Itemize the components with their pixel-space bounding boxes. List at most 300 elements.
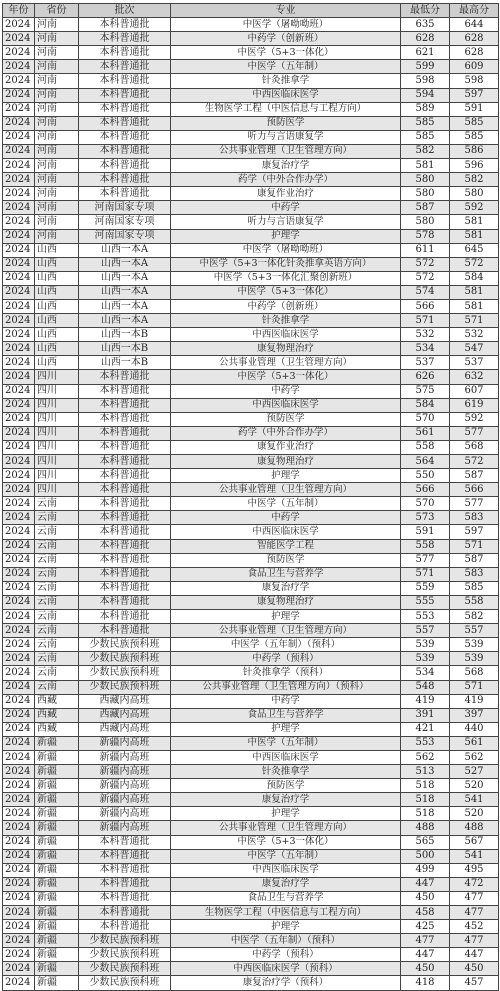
cell-province: 河南	[35, 74, 79, 88]
table-row	[3, 412, 499, 426]
cell-batch: 河南国家专项	[79, 215, 171, 229]
cell-province: 云南	[35, 666, 79, 680]
cell-province: 云南	[35, 610, 79, 624]
cell-year: 2024	[3, 159, 35, 173]
table-row	[3, 610, 499, 624]
table-row	[3, 215, 499, 229]
cell-max-score: 577	[450, 426, 499, 440]
cell-province: 云南	[35, 652, 79, 666]
cell-year: 2024	[3, 356, 35, 370]
cell-batch: 新疆内高班	[79, 793, 171, 807]
cell-major: 中药学（预科）	[171, 652, 401, 666]
cell-min-score: 518	[401, 779, 450, 793]
cell-major: 药学（中外合作办学）	[171, 426, 401, 440]
cell-min-score: 559	[401, 581, 450, 595]
cell-batch: 本科普通批	[79, 426, 171, 440]
cell-major: 预防医学	[171, 553, 401, 567]
cell-province: 云南	[35, 511, 79, 525]
table-row	[3, 173, 499, 187]
cell-year: 2024	[3, 455, 35, 469]
table-row	[3, 821, 499, 835]
cell-year: 2024	[3, 426, 35, 440]
cell-major: 中医学（五年制）（预科）	[171, 934, 401, 948]
cell-batch: 少数民族预科班	[79, 652, 171, 666]
table-row	[3, 271, 499, 285]
cell-min-score: 555	[401, 595, 450, 609]
table-row	[3, 722, 499, 736]
cell-province: 云南	[35, 497, 79, 511]
cell-min-score: 635	[401, 18, 450, 32]
cell-max-score: 597	[450, 88, 499, 102]
cell-min-score: 499	[401, 863, 450, 877]
cell-min-score: 581	[401, 159, 450, 173]
cell-max-score: 607	[450, 384, 499, 398]
cell-year: 2024	[3, 581, 35, 595]
cell-max-score: 582	[450, 610, 499, 624]
table-row	[3, 863, 499, 877]
cell-province: 四川	[35, 483, 79, 497]
cell-batch: 本科普通批	[79, 88, 171, 102]
cell-max-score: 587	[450, 469, 499, 483]
cell-max-score: 477	[450, 891, 499, 905]
cell-max-score: 488	[450, 821, 499, 835]
cell-province: 云南	[35, 567, 79, 581]
cell-province: 新疆	[35, 835, 79, 849]
cell-year: 2024	[3, 398, 35, 412]
cell-province: 新疆	[35, 906, 79, 920]
cell-province: 河南	[35, 187, 79, 201]
cell-min-score: 591	[401, 525, 450, 539]
cell-max-score: 644	[450, 18, 499, 32]
cell-province: 新疆	[35, 765, 79, 779]
cell-province: 河南	[35, 18, 79, 32]
cell-batch: 少数民族预科班	[79, 666, 171, 680]
cell-max-score: 583	[450, 567, 499, 581]
cell-year: 2024	[3, 863, 35, 877]
cell-batch: 本科普通批	[79, 483, 171, 497]
cell-province: 河南	[35, 60, 79, 74]
cell-year: 2024	[3, 553, 35, 567]
cell-min-score: 532	[401, 328, 450, 342]
table-row	[3, 920, 499, 934]
cell-min-score: 450	[401, 962, 450, 976]
cell-batch: 本科普通批	[79, 891, 171, 905]
cell-year: 2024	[3, 610, 35, 624]
table-row	[3, 708, 499, 722]
cell-min-score: 599	[401, 60, 450, 74]
cell-year: 2024	[3, 469, 35, 483]
cell-batch: 山西一本A	[79, 257, 171, 271]
table-row	[3, 525, 499, 539]
cell-year: 2024	[3, 102, 35, 116]
cell-batch: 山西一本A	[79, 271, 171, 285]
cell-min-score: 550	[401, 469, 450, 483]
cell-major: 中医学（5+3一体化汇聚创新班）	[171, 271, 401, 285]
cell-province: 四川	[35, 469, 79, 483]
cell-major: 康复作业治疗	[171, 187, 401, 201]
table-header-row	[3, 4, 499, 18]
header-batch: 批次	[79, 4, 171, 18]
cell-major: 中药学	[171, 201, 401, 215]
cell-year: 2024	[3, 229, 35, 243]
cell-major: 中药学（预科）	[171, 948, 401, 962]
cell-province: 新疆	[35, 863, 79, 877]
cell-major: 公共事业管理（卫生管理方向）	[171, 483, 401, 497]
cell-province: 云南	[35, 595, 79, 609]
cell-year: 2024	[3, 144, 35, 158]
table-row	[3, 342, 499, 356]
table-row	[3, 88, 499, 102]
table-row	[3, 962, 499, 976]
cell-major: 智能医学工程	[171, 539, 401, 553]
cell-min-score: 562	[401, 750, 450, 764]
cell-batch: 新疆内高班	[79, 736, 171, 750]
cell-batch: 本科普通批	[79, 412, 171, 426]
cell-province: 新疆	[35, 962, 79, 976]
cell-province: 云南	[35, 581, 79, 595]
cell-major: 护理学	[171, 229, 401, 243]
cell-batch: 新疆内高班	[79, 779, 171, 793]
cell-min-score: 419	[401, 694, 450, 708]
cell-major: 公共事业管理（卫生管理方向）	[171, 144, 401, 158]
cell-min-score: 572	[401, 271, 450, 285]
table-row	[3, 314, 499, 328]
cell-year: 2024	[3, 257, 35, 271]
cell-batch: 新疆内高班	[79, 821, 171, 835]
cell-year: 2024	[3, 962, 35, 976]
cell-major: 中药学	[171, 511, 401, 525]
table-row	[3, 74, 499, 88]
table-row	[3, 750, 499, 764]
cell-year: 2024	[3, 116, 35, 130]
table-row	[3, 539, 499, 553]
cell-year: 2024	[3, 835, 35, 849]
table-row	[3, 779, 499, 793]
cell-min-score: 421	[401, 722, 450, 736]
cell-year: 2024	[3, 285, 35, 299]
cell-batch: 山西一本A	[79, 243, 171, 257]
cell-min-score: 584	[401, 398, 450, 412]
cell-batch: 本科普通批	[79, 74, 171, 88]
cell-max-score: 419	[450, 694, 499, 708]
cell-min-score: 518	[401, 807, 450, 821]
table-row	[3, 229, 499, 243]
cell-max-score: 592	[450, 201, 499, 215]
cell-batch: 本科普通批	[79, 32, 171, 46]
cell-major: 中药学（创新班）	[171, 32, 401, 46]
cell-province: 山西	[35, 314, 79, 328]
table-row	[3, 328, 499, 342]
score-table-container	[2, 3, 498, 991]
cell-min-score: 553	[401, 610, 450, 624]
cell-major: 药学（中外合作办学）	[171, 173, 401, 187]
cell-max-score: 645	[450, 243, 499, 257]
table-row	[3, 666, 499, 680]
table-row	[3, 497, 499, 511]
cell-major: 针灸推拿学	[171, 314, 401, 328]
table-row	[3, 765, 499, 779]
cell-batch: 本科普通批	[79, 511, 171, 525]
cell-batch: 本科普通批	[79, 384, 171, 398]
cell-max-score: 495	[450, 863, 499, 877]
cell-year: 2024	[3, 173, 35, 187]
cell-max-score: 583	[450, 511, 499, 525]
cell-province: 四川	[35, 455, 79, 469]
cell-min-score: 539	[401, 652, 450, 666]
cell-major: 听力与言语康复学	[171, 215, 401, 229]
cell-year: 2024	[3, 821, 35, 835]
cell-year: 2024	[3, 299, 35, 313]
cell-major: 食品卫生与营养学	[171, 567, 401, 581]
cell-max-score: 452	[450, 920, 499, 934]
cell-max-score: 567	[450, 835, 499, 849]
cell-batch: 本科普通批	[79, 581, 171, 595]
cell-major: 中医学（5+3一体化）	[171, 46, 401, 60]
cell-max-score: 537	[450, 356, 499, 370]
cell-province: 山西	[35, 257, 79, 271]
cell-year: 2024	[3, 765, 35, 779]
cell-province: 河南	[35, 130, 79, 144]
cell-province: 西藏	[35, 708, 79, 722]
cell-major: 针灸推拿学（预科）	[171, 666, 401, 680]
cell-year: 2024	[3, 243, 35, 257]
cell-min-score: 565	[401, 835, 450, 849]
cell-year: 2024	[3, 440, 35, 454]
cell-province: 新疆	[35, 736, 79, 750]
cell-year: 2024	[3, 891, 35, 905]
cell-province: 山西	[35, 328, 79, 342]
cell-year: 2024	[3, 793, 35, 807]
cell-max-score: 584	[450, 271, 499, 285]
cell-year: 2024	[3, 130, 35, 144]
cell-batch: 本科普通批	[79, 595, 171, 609]
cell-batch: 本科普通批	[79, 567, 171, 581]
table-row	[3, 511, 499, 525]
table-row	[3, 201, 499, 215]
cell-batch: 本科普通批	[79, 920, 171, 934]
cell-max-score: 539	[450, 638, 499, 652]
cell-max-score: 561	[450, 736, 499, 750]
cell-batch: 山西一本B	[79, 356, 171, 370]
cell-major: 生物医学工程（中医信息与工程方向）	[171, 906, 401, 920]
cell-batch: 本科普通批	[79, 18, 171, 32]
table-row	[3, 159, 499, 173]
cell-batch: 本科普通批	[79, 863, 171, 877]
cell-batch: 本科普通批	[79, 187, 171, 201]
cell-major: 中医学（屠呦呦班）	[171, 243, 401, 257]
table-row	[3, 455, 499, 469]
table-row	[3, 18, 499, 32]
cell-max-score: 628	[450, 32, 499, 46]
cell-batch: 本科普通批	[79, 455, 171, 469]
cell-major: 中医学（屠呦呦班）	[171, 18, 401, 32]
cell-max-score: 571	[450, 539, 499, 553]
cell-batch: 本科普通批	[79, 624, 171, 638]
cell-major: 公共事业管理（卫生管理方向）（预科）	[171, 680, 401, 694]
cell-batch: 本科普通批	[79, 173, 171, 187]
cell-major: 公共事业管理（卫生管理方向）	[171, 624, 401, 638]
cell-max-score: 581	[450, 285, 499, 299]
cell-year: 2024	[3, 32, 35, 46]
cell-max-score: 596	[450, 159, 499, 173]
cell-min-score: 572	[401, 257, 450, 271]
cell-major: 中西医临床医学	[171, 863, 401, 877]
cell-max-score: 632	[450, 370, 499, 384]
header-year: 年份	[3, 4, 35, 18]
cell-major: 预防医学	[171, 412, 401, 426]
cell-batch: 河南国家专项	[79, 229, 171, 243]
cell-min-score: 558	[401, 440, 450, 454]
cell-batch: 本科普通批	[79, 469, 171, 483]
table-row	[3, 370, 499, 384]
cell-min-score: 578	[401, 229, 450, 243]
cell-max-score: 572	[450, 257, 499, 271]
cell-province: 河南	[35, 159, 79, 173]
cell-min-score: 585	[401, 116, 450, 130]
table-row	[3, 285, 499, 299]
cell-major: 预防医学	[171, 779, 401, 793]
cell-batch: 少数民族预科班	[79, 948, 171, 962]
cell-max-score: 580	[450, 187, 499, 201]
cell-max-score: 587	[450, 553, 499, 567]
cell-major: 康复治疗学	[171, 581, 401, 595]
table-row	[3, 638, 499, 652]
cell-max-score: 477	[450, 906, 499, 920]
cell-year: 2024	[3, 201, 35, 215]
cell-min-score: 573	[401, 511, 450, 525]
cell-province: 新疆	[35, 779, 79, 793]
table-row	[3, 243, 499, 257]
cell-batch: 本科普通批	[79, 877, 171, 891]
cell-batch: 新疆内高班	[79, 765, 171, 779]
cell-province: 河南	[35, 144, 79, 158]
cell-province: 四川	[35, 440, 79, 454]
cell-min-score: 518	[401, 793, 450, 807]
cell-batch: 少数民族预科班	[79, 962, 171, 976]
cell-province: 新疆	[35, 934, 79, 948]
cell-min-score: 391	[401, 708, 450, 722]
table-row	[3, 398, 499, 412]
table-row	[3, 906, 499, 920]
cell-province: 云南	[35, 539, 79, 553]
cell-max-score: 568	[450, 666, 499, 680]
table-row	[3, 567, 499, 581]
cell-year: 2024	[3, 88, 35, 102]
cell-min-score: 537	[401, 356, 450, 370]
cell-max-score: 585	[450, 581, 499, 595]
cell-min-score: 628	[401, 32, 450, 46]
cell-min-score: 621	[401, 46, 450, 60]
cell-max-score: 457	[450, 976, 499, 990]
cell-province: 河南	[35, 102, 79, 116]
cell-min-score: 539	[401, 638, 450, 652]
cell-batch: 本科普通批	[79, 525, 171, 539]
cell-province: 四川	[35, 426, 79, 440]
cell-year: 2024	[3, 567, 35, 581]
cell-max-score: 520	[450, 779, 499, 793]
cell-province: 云南	[35, 638, 79, 652]
cell-year: 2024	[3, 483, 35, 497]
table-row	[3, 694, 499, 708]
cell-province: 山西	[35, 356, 79, 370]
cell-major: 公共事业管理（卫生管理方向）	[171, 356, 401, 370]
cell-max-score: 591	[450, 102, 499, 116]
cell-batch: 山西一本A	[79, 285, 171, 299]
cell-year: 2024	[3, 680, 35, 694]
header-major: 专业	[171, 4, 401, 18]
table-row	[3, 299, 499, 313]
cell-year: 2024	[3, 60, 35, 74]
cell-province: 河南	[35, 32, 79, 46]
table-row	[3, 257, 499, 271]
cell-year: 2024	[3, 412, 35, 426]
cell-year: 2024	[3, 74, 35, 88]
cell-min-score: 557	[401, 624, 450, 638]
cell-province: 新疆	[35, 891, 79, 905]
cell-batch: 少数民族预科班	[79, 934, 171, 948]
cell-min-score: 418	[401, 976, 450, 990]
table-row	[3, 483, 499, 497]
cell-max-score: 450	[450, 962, 499, 976]
cell-major: 中药学（创新班）	[171, 299, 401, 313]
cell-major: 康复治疗学（预科）	[171, 976, 401, 990]
cell-province: 山西	[35, 342, 79, 356]
cell-batch: 本科普通批	[79, 497, 171, 511]
cell-min-score: 626	[401, 370, 450, 384]
cell-batch: 本科普通批	[79, 46, 171, 60]
cell-max-score: 539	[450, 652, 499, 666]
cell-batch: 本科普通批	[79, 849, 171, 863]
cell-year: 2024	[3, 511, 35, 525]
cell-min-score: 574	[401, 285, 450, 299]
table-row	[3, 469, 499, 483]
cell-min-score: 577	[401, 553, 450, 567]
table-row	[3, 581, 499, 595]
cell-batch: 本科普通批	[79, 370, 171, 384]
cell-max-score: 609	[450, 60, 499, 74]
cell-min-score: 458	[401, 906, 450, 920]
cell-min-score: 566	[401, 483, 450, 497]
cell-province: 河南	[35, 88, 79, 102]
cell-province: 云南	[35, 525, 79, 539]
cell-batch: 少数民族预科班	[79, 976, 171, 990]
cell-province: 西藏	[35, 694, 79, 708]
cell-min-score: 571	[401, 567, 450, 581]
cell-major: 中医学（5+3一体化）	[171, 285, 401, 299]
cell-year: 2024	[3, 624, 35, 638]
cell-batch: 本科普通批	[79, 130, 171, 144]
table-body	[3, 18, 499, 990]
cell-province: 四川	[35, 412, 79, 426]
cell-year: 2024	[3, 750, 35, 764]
cell-major: 公共事业管理（卫生管理方向）	[171, 821, 401, 835]
cell-min-score: 571	[401, 314, 450, 328]
cell-min-score: 594	[401, 88, 450, 102]
cell-year: 2024	[3, 314, 35, 328]
cell-batch: 本科普通批	[79, 60, 171, 74]
cell-min-score: 534	[401, 342, 450, 356]
cell-batch: 山西一本B	[79, 342, 171, 356]
header-max-score: 最高分	[450, 4, 499, 18]
cell-province: 新疆	[35, 807, 79, 821]
cell-major: 中西医临床医学	[171, 88, 401, 102]
header-province: 省份	[35, 4, 79, 18]
cell-year: 2024	[3, 920, 35, 934]
cell-max-score: 532	[450, 328, 499, 342]
table-row	[3, 736, 499, 750]
cell-major: 食品卫生与营养学	[171, 708, 401, 722]
cell-min-score: 534	[401, 666, 450, 680]
